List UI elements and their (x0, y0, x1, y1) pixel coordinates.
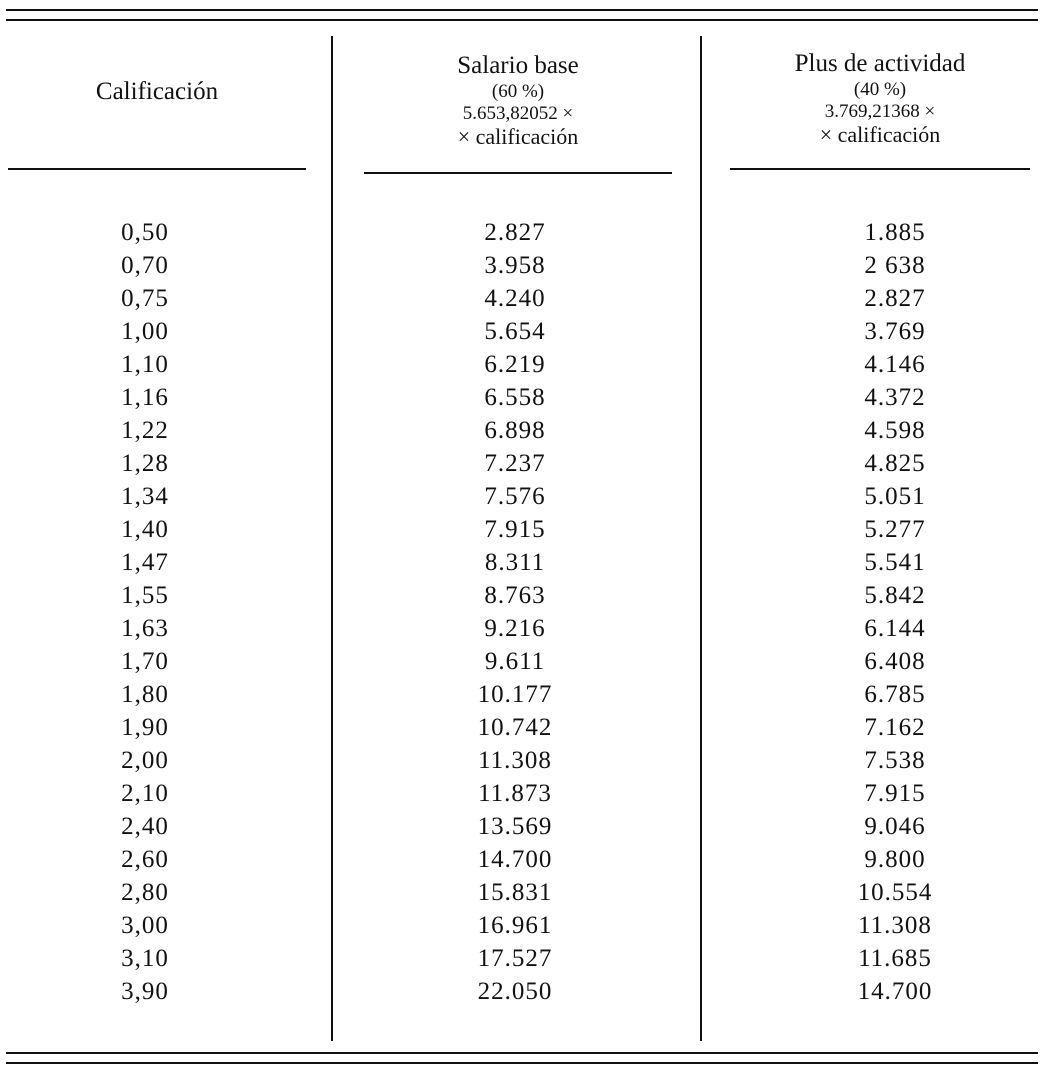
plus-cell: 1.885 (864, 219, 926, 246)
salario-cell: 7.237 (484, 450, 546, 477)
column-salario-base (430, 216, 600, 1008)
salario-cell: 6.898 (484, 417, 546, 444)
plus-cell: 4.598 (864, 417, 926, 444)
header-plus-formula: 3.769,21368 × (824, 100, 936, 122)
salario-cell: 2.827 (484, 219, 546, 246)
plus-cell: 9.046 (864, 813, 926, 840)
salario-cell: 11.873 (478, 780, 552, 807)
salario-cell: 9.216 (484, 615, 546, 642)
calificacion-cell: 2,80 (121, 879, 169, 906)
plus-cell: 4.825 (864, 450, 926, 477)
calificacion-cell: 1,63 (121, 615, 169, 642)
salario-cell: 9.611 (484, 648, 546, 675)
column-plus-actividad (810, 216, 980, 1008)
salario-cell: 15.831 (477, 879, 553, 906)
salario-cell: 7.915 (484, 516, 546, 543)
header-salario-title: Salario base (457, 52, 579, 79)
plus-cell: 14.700 (857, 978, 933, 1005)
top-rule-outer (6, 9, 1038, 11)
plus-cell: 2.827 (864, 285, 926, 312)
header-salario-formula: 5.653,82052 × (462, 102, 574, 124)
top-rule-inner (6, 19, 1038, 21)
plus-cell: 7.915 (864, 780, 926, 807)
plus-cell: 5.051 (864, 483, 926, 510)
calificacion-cell: 0,50 (121, 219, 169, 246)
calificacion-cell: 3,90 (121, 978, 169, 1005)
plus-cell: 4.146 (864, 351, 926, 378)
header-salario-formula2: × calificación (457, 124, 579, 150)
calificacion-cell: 2,00 (121, 747, 169, 774)
salario-cell: 8.763 (484, 582, 546, 609)
salario-cell: 14.700 (477, 846, 553, 873)
calificacion-cell: 1,22 (121, 417, 169, 444)
calificacion-cell: 0,75 (121, 285, 169, 312)
plus-cell: 10.554 (857, 879, 933, 906)
salario-cell: 10.742 (477, 714, 553, 741)
header-plus-formula2: × calificación (819, 122, 941, 148)
calificacion-cell: 1,00 (121, 318, 169, 345)
plus-cell: 4.372 (864, 384, 926, 411)
plus-cell: 7.538 (864, 747, 926, 774)
calificacion-cell: 1,10 (121, 351, 169, 378)
column-divider-2 (700, 36, 702, 1041)
header-salario-pct: (60 %) (491, 80, 545, 102)
calificacion-cell: 2,40 (121, 813, 169, 840)
plus-cell: 5.842 (864, 582, 926, 609)
plus-cell: 3.769 (864, 318, 926, 345)
salario-cell: 7.576 (484, 483, 546, 510)
calificacion-cell: 1,40 (121, 516, 169, 543)
calificacion-cell: 0,70 (121, 252, 169, 279)
calificacion-cell: 1,80 (121, 681, 169, 708)
plus-cell: 7.162 (864, 714, 926, 741)
salario-cell: 13.569 (477, 813, 553, 840)
plus-cell: 9.800 (864, 846, 926, 873)
salario-cell: 4.240 (484, 285, 546, 312)
plus-cell: 11.308 (858, 912, 932, 939)
calificacion-cell: 1,16 (121, 384, 169, 411)
calificacion-cell: 1,55 (121, 582, 169, 609)
salario-cell: 8.311 (484, 549, 546, 576)
calificacion-cell: 2,60 (121, 846, 169, 873)
salario-cell: 16.961 (477, 912, 553, 939)
plus-cell: 11.685 (858, 945, 932, 972)
salario-cell: 10.177 (477, 681, 553, 708)
plus-cell: 5.277 (864, 516, 926, 543)
salario-cell: 17.527 (477, 945, 553, 972)
column-divider-1 (331, 36, 333, 1041)
calificacion-cell: 3,10 (121, 945, 169, 972)
calificacion-cell: 1,28 (121, 450, 169, 477)
bottom-rule-outer (6, 1062, 1038, 1064)
plus-cell: 6.408 (864, 648, 926, 675)
header-underline-plus (730, 168, 1030, 170)
header-underline-salario (364, 172, 672, 174)
calificacion-cell: 2,10 (121, 780, 169, 807)
header-underline-calificacion (8, 168, 306, 170)
salario-cell: 11.308 (478, 747, 552, 774)
salario-cell: 3.958 (484, 252, 546, 279)
calificacion-cell: 1,70 (121, 648, 169, 675)
calificacion-cell: 1,34 (121, 483, 169, 510)
salario-cell: 22.050 (477, 978, 553, 1005)
plus-cell: 5.541 (864, 549, 926, 576)
header-plus-title: Plus de actividad (794, 50, 966, 77)
header-calificacion-label: Calificación (95, 78, 219, 105)
header-plus-actividad (730, 50, 1030, 148)
calificacion-cell: 1,47 (121, 549, 169, 576)
header-plus-pct: (40 %) (853, 78, 907, 100)
salario-cell: 5.654 (484, 318, 546, 345)
header-salario-base (364, 52, 672, 150)
plus-cell: 6.785 (864, 681, 926, 708)
plus-cell: 6.144 (864, 615, 926, 642)
column-calificacion (60, 216, 230, 1008)
calificacion-cell: 1,90 (121, 714, 169, 741)
plus-cell: 2 638 (864, 252, 926, 279)
salario-cell: 6.558 (484, 384, 546, 411)
bottom-rule-inner (6, 1052, 1038, 1054)
calificacion-cell: 3,00 (121, 912, 169, 939)
header-calificacion (8, 78, 306, 107)
salario-cell: 6.219 (484, 351, 546, 378)
